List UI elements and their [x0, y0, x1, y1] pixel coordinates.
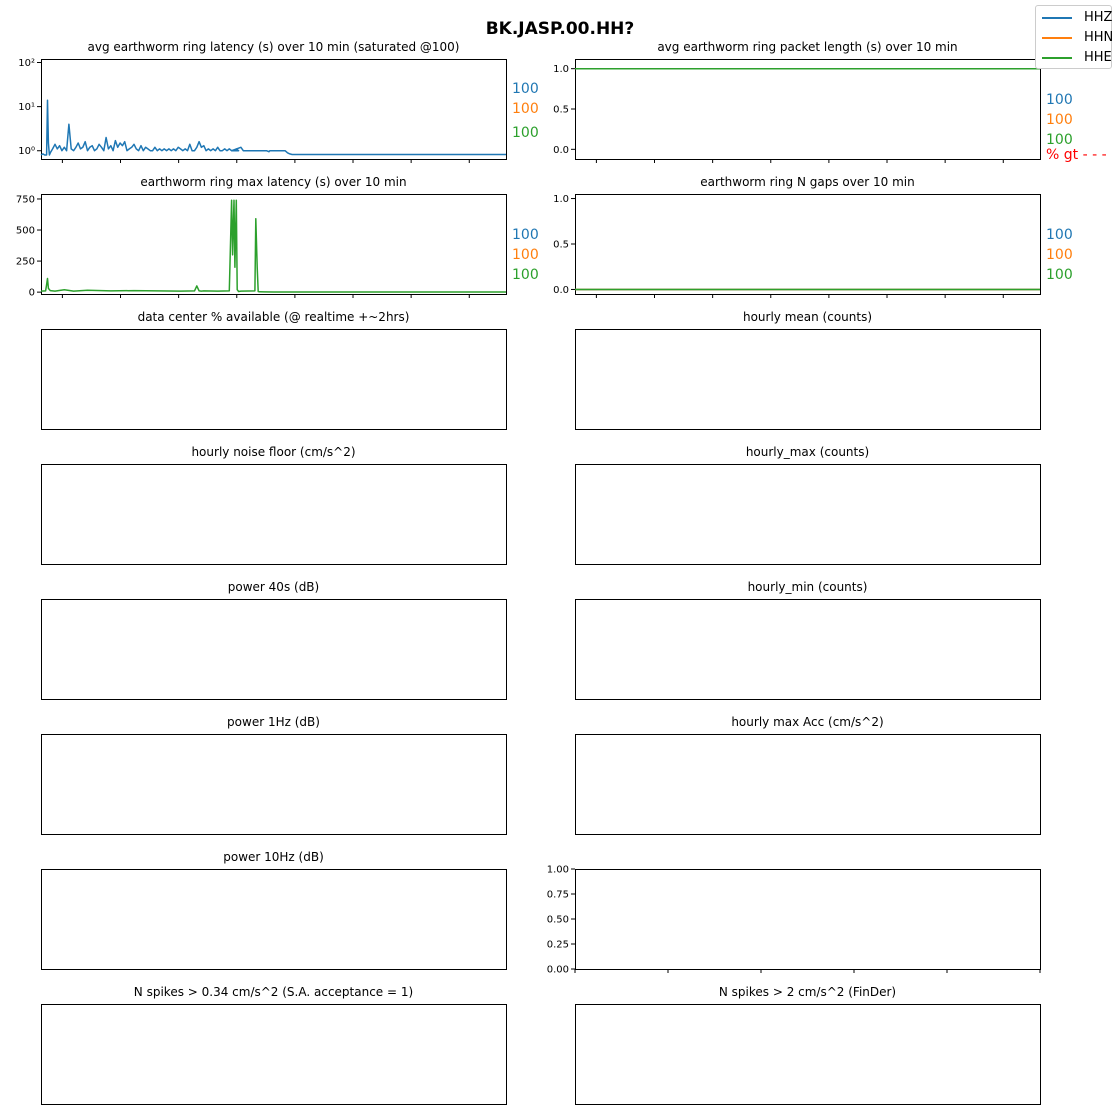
panel-title: hourly_min (counts): [747, 580, 868, 594]
panel-power-1hz: [42, 715, 507, 835]
panel-packet-length: [553, 40, 1107, 163]
status-label: 100: [1046, 92, 1073, 108]
y-tick-label: 0: [28, 287, 35, 299]
axes-frame: [576, 870, 1041, 970]
panel-title: power 10Hz (dB): [223, 850, 324, 864]
y-tick-label: 0.25: [546, 939, 569, 951]
series-line-hhe: [41, 200, 506, 292]
panel-power-10hz: [42, 850, 507, 970]
panel-title: earthworm ring max latency (s) over 10 min: [140, 175, 407, 189]
status-label: % gt - - -: [1046, 147, 1107, 163]
y-tick-label: 0.50: [546, 914, 569, 926]
legend-swatch-hhz: [1042, 17, 1072, 19]
panel-title: N spikes > 0.34 cm/s^2 (S.A. acceptance = 1): [133, 985, 414, 999]
legend-label: HHZ: [1084, 10, 1113, 25]
status-label: 100: [512, 227, 539, 243]
y-tick-label: 1.0: [553, 194, 569, 206]
panel-title: hourly mean (counts): [742, 310, 873, 324]
axes-frame: [42, 330, 507, 430]
status-label: 100: [1046, 227, 1073, 243]
panel-title: hourly_max (counts): [745, 445, 870, 459]
panel-noise-floor: [42, 445, 507, 565]
axes-frame: [576, 60, 1041, 160]
series-line-hhz: [41, 100, 506, 155]
y-tick-label: 10¹: [18, 102, 35, 114]
y-tick-label: 750: [15, 194, 35, 206]
status-label: 100: [512, 267, 539, 283]
axes-frame: [576, 330, 1041, 430]
legend-label: HHE: [1084, 50, 1112, 65]
panel-hourly-mean: [576, 310, 1041, 430]
axes-frame: [576, 465, 1041, 565]
y-tick-label: 0.00: [546, 964, 569, 976]
legend-item-hhn: [1042, 28, 1112, 46]
axes-frame: [576, 195, 1041, 295]
panel-title: N spikes > 2 cm/s^2 (FinDer): [718, 985, 897, 999]
y-tick-label: 10⁰: [18, 146, 35, 158]
panel-max-acc: [576, 715, 1041, 835]
legend-item-hhz: [1042, 8, 1112, 26]
panel-title: data center % available (@ realtime +~2hrs): [137, 310, 410, 324]
status-label: 100: [1046, 247, 1073, 263]
panel-title: hourly max Acc (cm/s^2): [731, 715, 884, 729]
status-label: 100: [512, 247, 539, 263]
axes-frame: [576, 600, 1041, 700]
y-tick-label: 0.5: [553, 104, 569, 116]
panel-title: avg earthworm ring packet length (s) over 10 min: [657, 40, 958, 54]
status-label: 100: [1046, 112, 1073, 128]
panel-title: hourly noise floor (cm/s^2): [191, 445, 356, 459]
y-tick-label: 0.0: [553, 284, 569, 296]
status-label: 100: [512, 81, 539, 97]
axes-frame: [42, 870, 507, 970]
y-tick-label: 500: [15, 225, 35, 237]
axes-frame: [576, 735, 1041, 835]
legend: [1035, 5, 1112, 69]
panel-data-center: [42, 310, 507, 430]
panel-unlabeled: [547, 865, 1041, 976]
panel-title: avg earthworm ring latency (s) over 10 min (saturated @100): [87, 40, 460, 54]
y-tick-label: 250: [15, 256, 35, 268]
y-tick-label: 10²: [18, 57, 35, 69]
axes-frame: [42, 60, 507, 160]
legend-swatch-hhn: [1042, 37, 1072, 39]
y-tick-label: 0.75: [546, 889, 569, 901]
legend-swatch-hhe: [1042, 57, 1072, 59]
panel-power-40s: [42, 580, 507, 700]
axes-frame: [42, 195, 507, 295]
y-tick-label: 0.5: [553, 239, 569, 251]
axes-frame: [42, 465, 507, 565]
panel-hourly-min: [576, 580, 1041, 700]
status-label: 100: [1046, 132, 1073, 148]
panel-spikes-finder: [576, 985, 1041, 1105]
legend-item-hhe: [1042, 48, 1112, 66]
status-label: 100: [512, 101, 539, 117]
panel-avg-latency: [18, 40, 538, 163]
y-tick-label: 1.0: [553, 64, 569, 76]
panel-title: power 40s (dB): [227, 580, 320, 594]
status-label: 100: [512, 125, 539, 141]
figure-title: BK.JASP.00.HH?: [485, 19, 635, 39]
panel-max-latency: [16, 175, 539, 299]
y-tick-label: 1.00: [546, 864, 569, 876]
panel-n-gaps: [553, 175, 1073, 298]
y-tick-label: 0.0: [553, 144, 569, 156]
status-label: 100: [1046, 267, 1073, 283]
axes-frame: [42, 1005, 507, 1105]
panel-spikes-sa: [42, 985, 507, 1105]
panel-hourly-max: [576, 445, 1041, 565]
panel-title: power 1Hz (dB): [227, 715, 320, 729]
axes-frame: [42, 735, 507, 835]
panel-title: earthworm ring N gaps over 10 min: [700, 175, 915, 189]
legend-label: HHN: [1084, 30, 1114, 45]
axes-frame: [576, 1005, 1041, 1105]
axes-frame: [42, 600, 507, 700]
